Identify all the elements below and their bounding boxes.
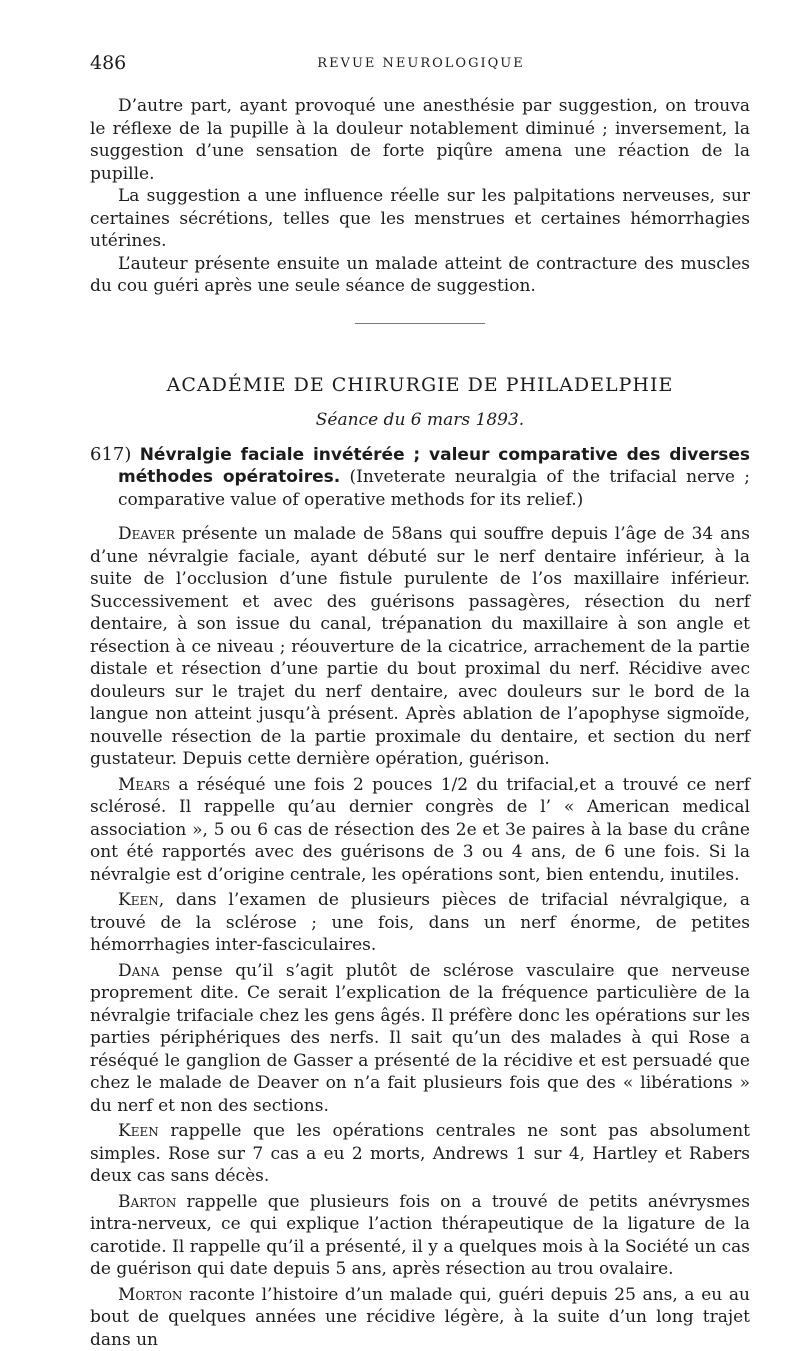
- abstract-number: 617): [90, 444, 131, 465]
- speaker-name: Deaver: [118, 524, 175, 544]
- paragraph-text: rappelle que les opérations centrales ne sont pas absolument simples. Rose sur 7 cas a eu 2 morts, Andrews 1 sur 4, Hartley et Rabers deux cas sans décès.: [90, 1121, 750, 1186]
- paragraph-text: a réséqué une fois 2 pouces 1/2 du trifacial,et a trouvé ce nerf sclérosé. Il rappelle qu’au dernier congrès de l’ « American medical association », 5 ou 6 cas de résection des 2e et 3e paires à la base du crâne ont été rapportés avec des guérisons de 3 ou 4 ans, de 6 une fois. Si la névralgie est d’origine centrale, les opérations sont, bien entendu, inutiles.: [90, 775, 750, 885]
- speaker-name: Keen: [118, 890, 159, 910]
- paragraph-text: présente un malade de 58ans qui souffre depuis l’âge de 34 ans d’une névralgie faciale, ayant débuté sur le nerf dentaire inférieur, à la suite de l’occlusion d’une fistule purulente de l’os maxillaire inférieur. Successivement et avec des guérisons passagères, résection du nerf dentaire, à son issue du canal, trépanation du maxillaire à son angle et résection à ce niveau ; réouverture de la cicatrice, arrachement de la partie distale et résection d’une partie du bout proximal du nerf. Récidive avec douleurs sur le trajet du nerf dentaire, avec douleurs sur le bord de la langue non atteint jusqu’à présent. Après ablation de l’apophyse sigmoïde, nouvelle résection de la partie proximale du dentaire, et section du nerf gustateur. Depuis cette dernière opération, guérison.: [90, 524, 750, 769]
- paragraph-text: raconte l’histoire d’un malade qui, guéri depuis 25 ans, a eu au bout de quelques années une récidive légère, à la suite d’un long trajet dans un: [90, 1285, 750, 1350]
- discussion-paragraph: [90, 1284, 750, 1351]
- abstract-english-title: (Inveterate neuralgia of the trifacial nerve ; comparative value of operative methods for its relief.): [118, 467, 750, 510]
- discussion-paragraph: [90, 774, 750, 887]
- speaker-name: Mears: [118, 775, 170, 795]
- page-number: 486: [90, 52, 126, 74]
- intro-paragraph: D’autre part, ayant provoqué une anesthésie par suggestion, on trouva le réflexe de la pupille à la douleur notablement diminué ; inversement, la suggestion d’une sensation de forte piqûre amena une réaction de la pupille.: [90, 95, 750, 185]
- discussion-paragraph: [90, 523, 750, 771]
- section-title: ACADÉMIE DE CHIRURGIE DE PHILADELPHIE: [90, 374, 750, 396]
- speaker-name: Barton: [118, 1192, 176, 1212]
- speaker-name: Keen: [118, 1121, 159, 1141]
- speaker-name: Dana: [118, 961, 159, 981]
- discussion-paragraph: [90, 889, 750, 957]
- speaker-name: Morton: [118, 1285, 182, 1305]
- section-divider: [355, 323, 485, 324]
- intro-paragraph: La suggestion a une influence réelle sur les palpitations nerveuses, sur certaines sécrétions, telles que les menstrues et certaines hémorrhagies utérines.: [90, 185, 750, 253]
- paragraph-text: , dans l’examen de plusieurs pièces de trifacial névralgique, a trouvé de la sclérose ; une fois, dans un nerf énorme, de petites hémorrhagies inter-fasciculaires.: [90, 890, 750, 955]
- paragraph-text: rappelle que plusieurs fois on a trouvé de petits anévrysmes intra-nerveux, ce qui explique l’action thérapeutique de la ligature de la carotide. Il rappelle qu’il a présenté, il y a quelques mois à la Société un cas de guérison qui date depuis 5 ans, après résection au trou ovalaire.: [90, 1192, 750, 1280]
- session-date: Séance du 6 mars 1893.: [90, 410, 750, 430]
- abstract-heading: [90, 444, 750, 512]
- paragraph-text: pense qu’il s’agit plutôt de sclérose vasculaire que nerveuse proprement dite. Ce serait l’explication de la fréquence particulière de la névralgie trifaciale chez les gens âgés. Il préfère donc les opérations sur les parties périphériques des nerfs. Il sait qu’un des malades à qui Rose a réséqué le ganglion de Gasser a présenté de la récidive et est persuadé que chez le malade de Deaver on n’a fait plusieurs fois que des « libérations » du nerf et non des sections.: [90, 961, 750, 1116]
- text-column: [90, 95, 750, 1351]
- intro-paragraph: L’auteur présente ensuite un malade atteint de contracture des muscles du cou guéri après une seule séance de suggestion.: [90, 253, 750, 298]
- running-head: [90, 52, 752, 76]
- discussion-paragraph: [90, 1120, 750, 1188]
- discussion-paragraph: [90, 960, 750, 1118]
- journal-title: REVUE NEUROLOGIQUE: [90, 56, 752, 71]
- discussion-paragraph: [90, 1191, 750, 1281]
- abstract-title: Névralgie faciale invétérée ; valeur comparative des diverses méthodes opératoires.: [118, 445, 750, 488]
